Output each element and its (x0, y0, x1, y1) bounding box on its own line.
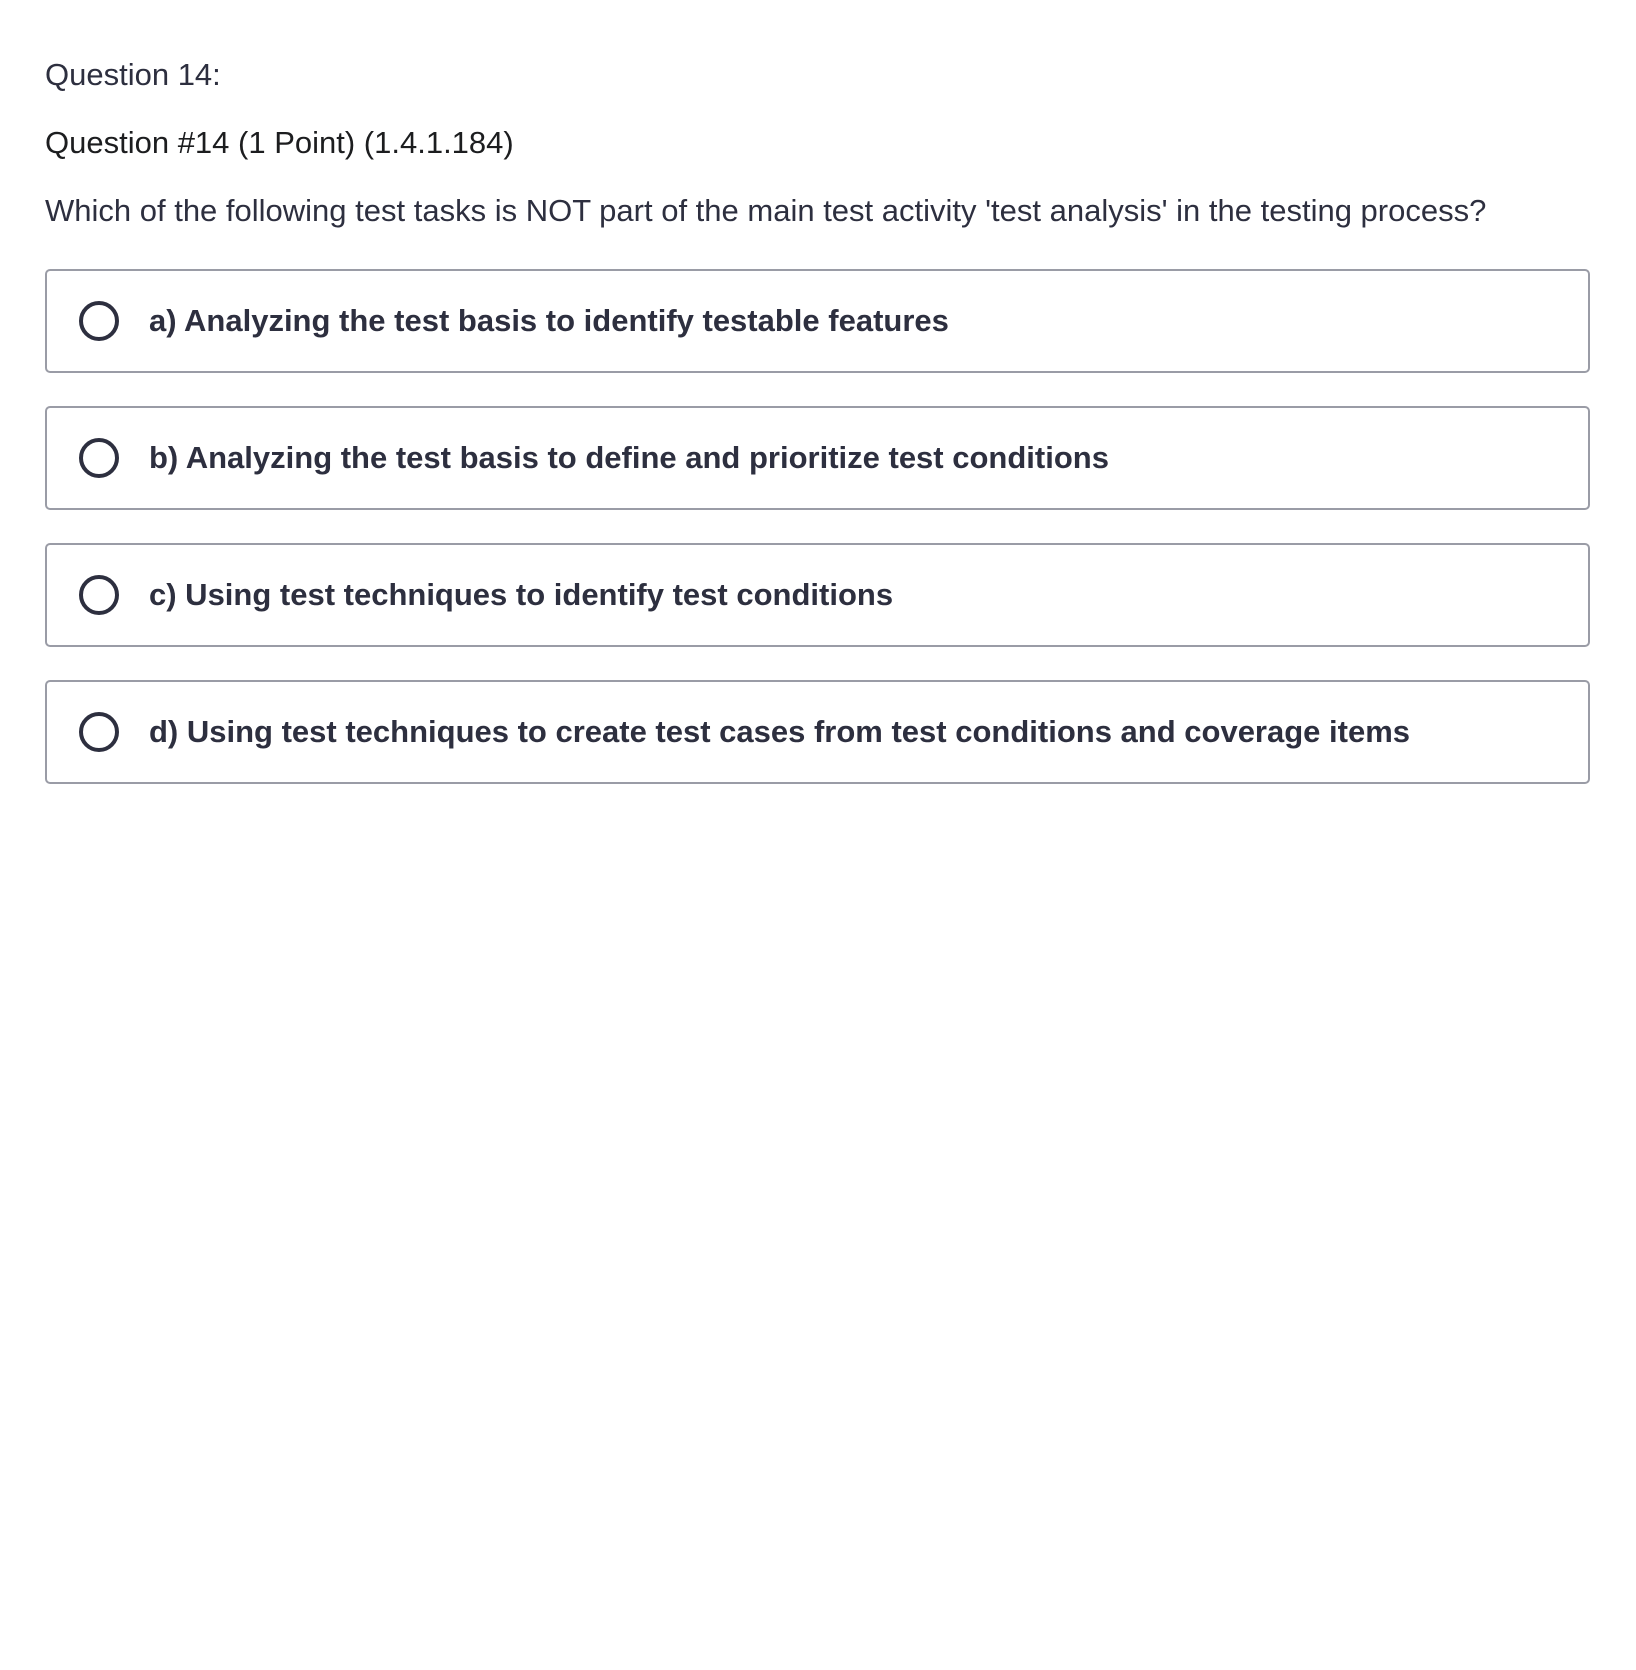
option-label: a) Analyzing the test basis to identify testable features (149, 303, 949, 338)
option-c[interactable] (45, 543, 1590, 647)
radio-button-icon[interactable] (79, 575, 119, 615)
question-id-line: Question #14 (1 Point) (1.4.1.184) (45, 125, 514, 160)
radio-button-icon[interactable] (79, 301, 119, 341)
option-label: b) Analyzing the test basis to define and prioritize test conditions (149, 440, 1109, 475)
question-header: Question 14: (45, 57, 221, 92)
option-label: d) Using test techniques to create test cases from test conditions and coverage items (149, 714, 1411, 749)
answer-options (45, 269, 1590, 817)
option-b[interactable] (45, 406, 1590, 510)
option-label: c) Using test techniques to identify test conditions (149, 577, 894, 612)
option-a[interactable] (45, 269, 1590, 373)
radio-button-icon[interactable] (79, 712, 119, 752)
radio-button-icon[interactable] (79, 438, 119, 478)
option-d[interactable] (45, 680, 1590, 784)
question-text: Which of the following test tasks is NOT part of the main test activity 'test analysis' in the testing process? (45, 193, 1487, 228)
